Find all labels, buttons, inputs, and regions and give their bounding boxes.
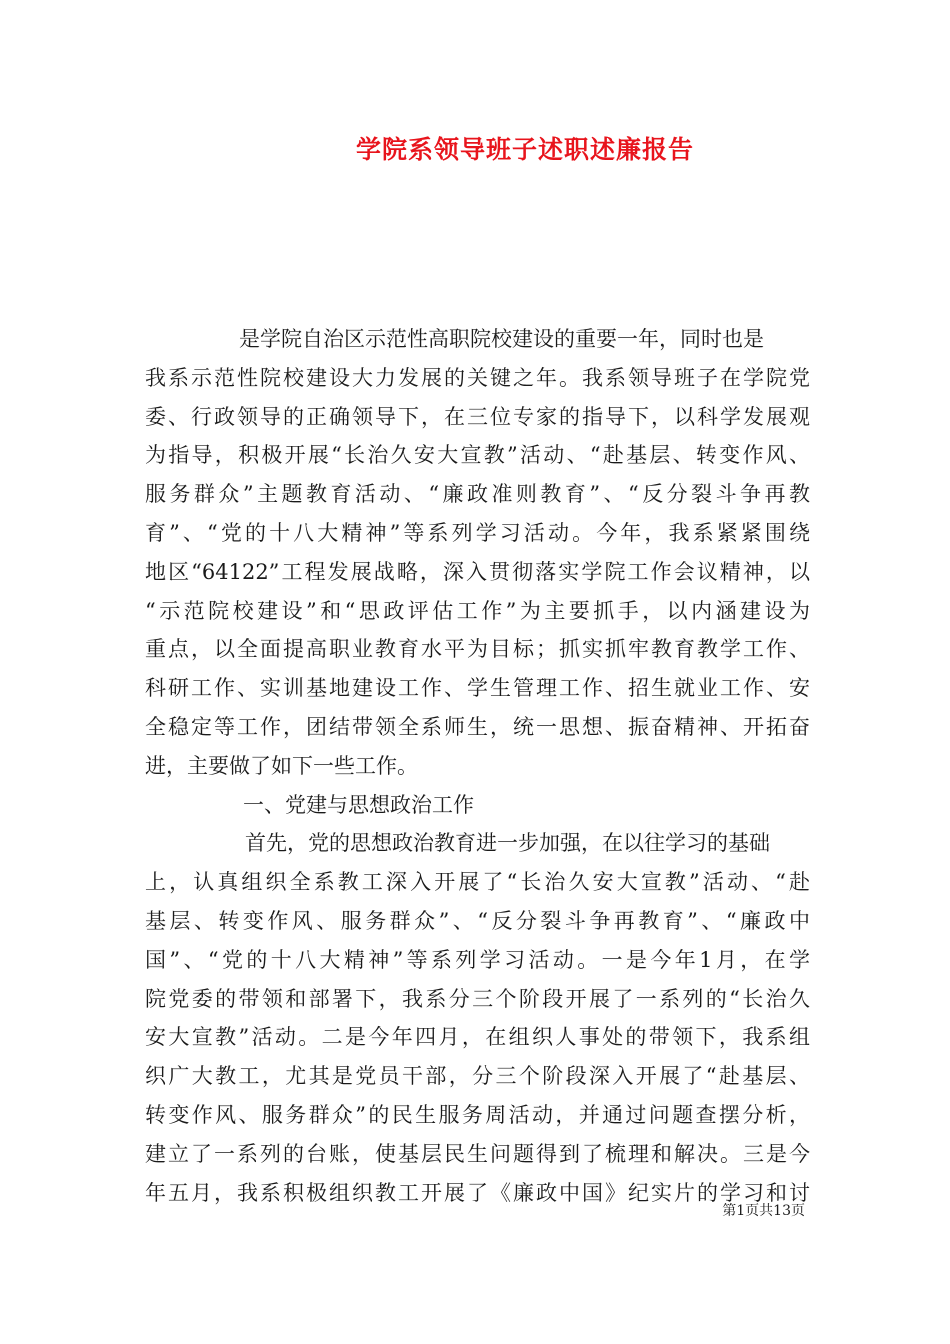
paragraph-line: 年五月，我系积极组织教工开展了《廉政中国》纪实片的学习和讨 (145, 1180, 810, 1205)
paragraph-line: 安大宣教”活动。二是今年四月，在组织人事处的带领下，我系组 (145, 1025, 810, 1050)
page-number: 第1页共13页 (722, 1203, 805, 1219)
section-heading: 一、党建与思想政治工作 (243, 792, 474, 817)
paragraph-line: 委、行政领导的正确领导下，在三位专家的指导下，以科学发展观 (145, 404, 810, 429)
paragraph-line: 全稳定等工作，团结带领全系师生，统一思想、振奋精神、开拓奋 (145, 714, 810, 739)
paragraph-line: 首先，党的思想政治教育进一步加强，在以往学习的基础 (245, 831, 770, 856)
paragraph-line: 服务群众”主题教育活动、“廉政准则教育”、“反分裂斗争再教 (145, 482, 810, 507)
paragraph-line: 地区“64122”工程发展战略，深入贯彻落实学院工作会议精神，以 (145, 559, 810, 584)
paragraph-line: 为指导，积极开展“长治久安大宣教”活动、“赴基层、转变作风、 (145, 443, 810, 468)
paragraph-line: 转变作风、服务群众”的民生服务周活动，并通过问题查摆分析， (145, 1102, 810, 1127)
paragraph-line: 是学院自治区示范性高职院校建设的重要一年，同时也是 (239, 327, 764, 351)
paragraph-line: 基层、转变作风、服务群众”、“反分裂斗争再教育”、“廉政中 (145, 908, 810, 933)
document-body (145, 320, 810, 1212)
paragraph-line: 育”、“党的十八大精神”等系列学习活动。今年，我系紧紧围绕 (145, 520, 810, 545)
paragraph-line: 织广大教工，尤其是党员干部，分三个阶段深入开展了“赴基层、 (145, 1064, 810, 1089)
paragraph-line: 我系示范性院校建设大力发展的关键之年。我系领导班子在学院党 (145, 365, 810, 390)
paragraph-line: 科研工作、实训基地建设工作、学生管理工作、招生就业工作、安 (145, 676, 810, 701)
paragraph-line: 重点，以全面提高职业教育水平为目标；抓实抓牢教育教学工作、 (145, 637, 810, 662)
paragraph-line: 院党委的带领和部署下，我系分三个阶段开展了一系列的“长治久 (145, 986, 810, 1011)
paragraph-line: 国”、“党的十八大精神”等系列学习活动。一是今年1月，在学 (145, 947, 810, 972)
paragraph-line: 进，主要做了如下一些工作。 (145, 753, 418, 778)
page-title: 学院系领导班子述职述廉报告 (355, 135, 694, 164)
paragraph-line: 建立了一系列的台账，使基层民生问题得到了梳理和解决。三是今 (145, 1141, 810, 1166)
paragraph-line: 上，认真组织全系教工深入开展了“长治久安大宣教”活动、“赴 (145, 870, 810, 895)
paragraph-line: “示范院校建设”和“思政评估工作”为主要抓手，以内涵建设为 (145, 598, 810, 623)
